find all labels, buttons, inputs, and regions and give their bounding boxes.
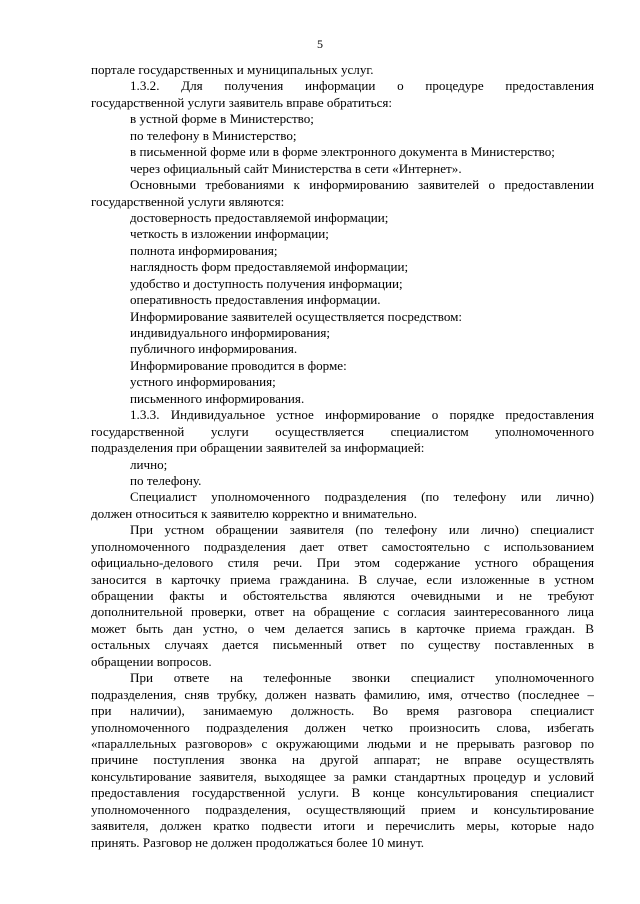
text-line: письменного информирования. bbox=[130, 390, 305, 406]
text-line: обращении вопросов. bbox=[91, 653, 212, 669]
text-line: государственной услуги заявитель вправе обратиться: bbox=[91, 94, 393, 110]
text-line: в устной форме в Министерство; bbox=[130, 111, 314, 127]
document-text bbox=[91, 62, 594, 851]
text-line: причине поступления звонка на другой аппарат; не вправе осуществлять bbox=[91, 752, 594, 768]
text-line: порталe государственных и муниципальных услуг. bbox=[91, 62, 374, 77]
text-line: по телефону. bbox=[130, 472, 202, 488]
text-line: уполномоченного подразделения должен четко произносить слова, избегать bbox=[91, 719, 594, 735]
text-line: в письменной форме или в форме электронного документа в Министерство; bbox=[130, 144, 555, 160]
text-line: При устном обращении заявителя (по телефону или лично) специалист bbox=[130, 522, 594, 538]
text-line: принять. Разговор не должен продолжаться более 10 минут. bbox=[91, 834, 425, 850]
text-line: остальных случаях дается письменный ответ по существу поставленных в bbox=[91, 637, 594, 653]
text-line: по телефону в Министерство; bbox=[130, 127, 297, 143]
text-line: 1.3.2. Для получения информации о процедуре предоставления bbox=[130, 78, 594, 94]
text-line: государственной услуги осуществляется специалистом уполномоченного bbox=[91, 423, 594, 439]
text-line: При ответе на телефонные звонки специалист уполномоченного bbox=[130, 670, 594, 686]
text-line: государственной услуги являются: bbox=[91, 193, 285, 209]
text-line: Специалист уполномоченного подразделения (по телефону или лично) bbox=[130, 489, 594, 505]
text-line: Основными требованиями к информированию заявителей о предоставлении bbox=[130, 177, 594, 193]
text-line: заявителя, должен кратко подвести итоги и перечислить меры, которые надо bbox=[91, 818, 594, 834]
text-line: заносится в карточку приема гражданина. В случае, если изложенные в устном bbox=[91, 571, 594, 587]
text-line: устного информирования; bbox=[130, 374, 276, 390]
text-line: наглядность форм предоставляемой информации; bbox=[130, 259, 409, 275]
text-line: публичного информирования. bbox=[130, 341, 298, 357]
text-line: уполномоченного подразделения дает ответ самостоятельно с использованием bbox=[91, 538, 594, 554]
text-line: Информирование проводится в форме: bbox=[130, 357, 347, 373]
text-line: дополнительной проверки, ответ на обращение с согласия заинтересованного лица bbox=[91, 604, 594, 620]
text-line: полнота информирования; bbox=[130, 242, 278, 258]
page-number: 5 bbox=[317, 37, 323, 51]
text-line: при наличии), занимаемую должность. Во время разговора специалист bbox=[91, 703, 594, 719]
text-line: предоставления государственной услуги. В конце консультирования специалист bbox=[91, 785, 594, 801]
text-line: может быть дан устно, о чем делается запись в карточке приема граждан. В bbox=[91, 620, 594, 636]
text-line: четкость в изложении информации; bbox=[130, 226, 329, 242]
text-line: оперативность предоставления информации. bbox=[130, 292, 381, 308]
text-line: лично; bbox=[130, 456, 168, 472]
text-line: уполномоченного подразделения, осуществляющий прием и консультирование bbox=[91, 801, 594, 817]
text-line: достоверность предоставляемой информации; bbox=[130, 209, 389, 225]
text-line: подразделения при обращении заявителей за информацией: bbox=[91, 440, 425, 456]
text-line: индивидуального информирования; bbox=[130, 325, 331, 340]
text-line: Информирование заявителей осуществляется посредством: bbox=[130, 308, 463, 324]
text-line: подразделения, сняв трубку, должен назвать фамилию, имя, отчество (последнее – bbox=[91, 686, 594, 702]
text-line: должен относиться к заявителю корректно и внимательно. bbox=[91, 505, 417, 521]
text-line: 1.3.3. Индивидуальное устное информирование о порядке предоставления bbox=[130, 407, 594, 423]
text-line: «параллельных разговоров» с окружающими людьми и не прерывать разговор по bbox=[91, 735, 594, 751]
text-line: официально-делового стиля речи. При этом содержание устного обращения bbox=[91, 555, 594, 571]
text-line: через официальный сайт Министерства в сети «Интернет». bbox=[130, 160, 462, 176]
text-line: удобство и доступность получения информации; bbox=[130, 275, 403, 291]
text-line: обращении факты и обстоятельства являются очевидными и не требуют bbox=[91, 588, 594, 603]
text-line: консультирование заявителя, выходящее за рамки стандартных процедур и условий bbox=[91, 768, 594, 784]
